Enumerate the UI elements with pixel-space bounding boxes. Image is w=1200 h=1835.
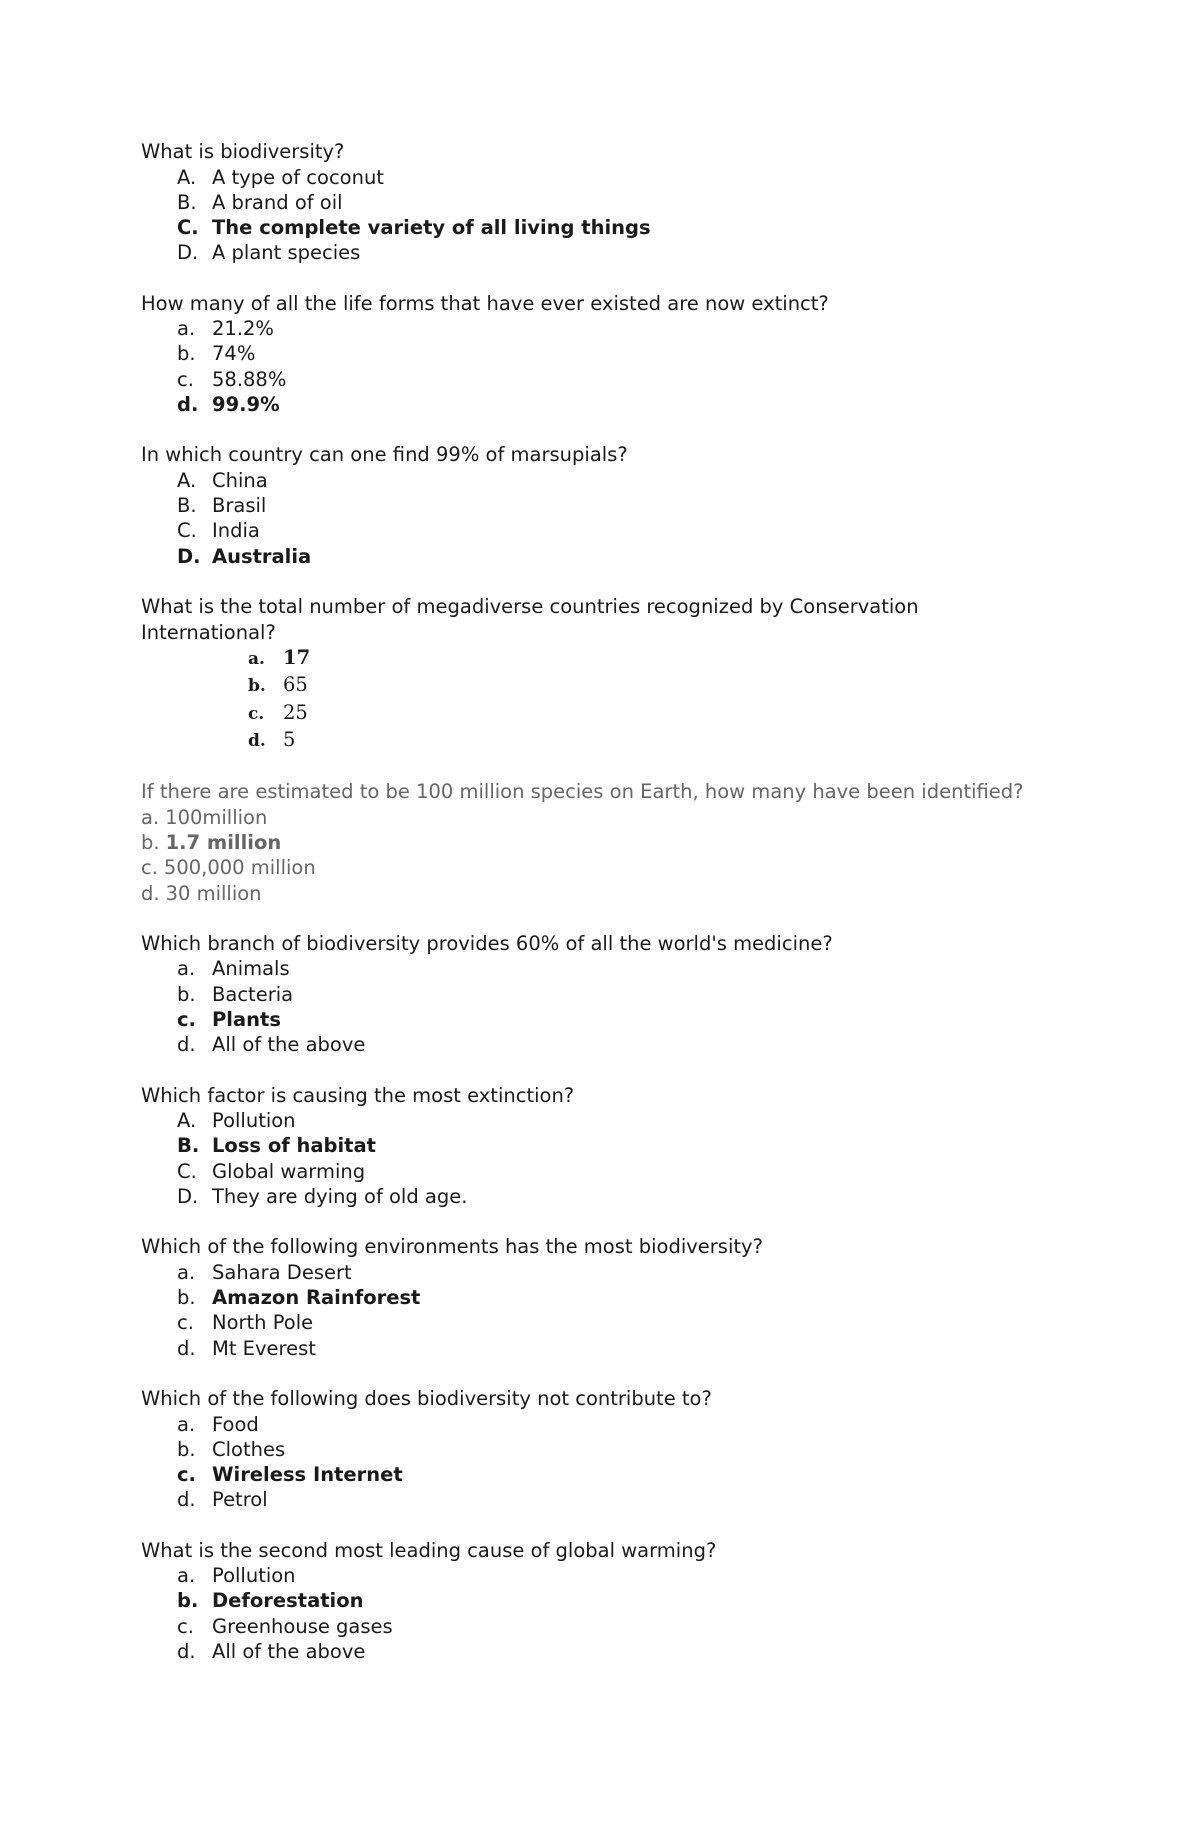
option-d: [141, 1336, 1041, 1361]
option-d: [141, 240, 1041, 265]
option-letter: b.: [177, 1286, 196, 1310]
question-text: How many of all the life forms that have ever existed are now extinct?: [141, 291, 829, 315]
option-text: A plant species: [212, 241, 361, 265]
question-3: [141, 442, 1041, 569]
option-d: [141, 1639, 1041, 1664]
question-5: [141, 779, 1041, 906]
option-letter: d.: [177, 393, 199, 417]
option-letter: d.: [177, 1488, 196, 1512]
question-text: What is biodiversity?: [141, 140, 345, 163]
option-list: [141, 1563, 1041, 1664]
question-6: [141, 931, 1041, 1058]
option-letter: C.: [177, 216, 199, 240]
option-c-correct: [141, 1007, 1041, 1032]
option-text: Food: [212, 1412, 259, 1436]
option-text: 500,000 million: [163, 856, 316, 880]
option-text: 58.88%: [212, 367, 287, 391]
option-letter: C.: [177, 1159, 197, 1183]
option-text: The complete variety of all living things: [212, 216, 651, 240]
option-text: A type of coconut: [212, 165, 384, 189]
option-text: China: [212, 468, 268, 492]
option-letter: a.: [177, 1260, 196, 1284]
option-b: [141, 672, 1041, 699]
question-text: Which factor is causing the most extinction?: [141, 1083, 575, 1107]
question-7: [141, 1083, 1041, 1210]
option-text: Deforestation: [212, 1589, 364, 1613]
option-letter: d.: [141, 881, 160, 905]
question-text: Which of the following does biodiversity not contribute to?: [141, 1387, 712, 1410]
option-text: All of the above: [212, 1640, 366, 1664]
option-letter: D.: [177, 241, 199, 265]
question-text: What is the total number of megadiverse countries recognized by Conservation International?: [141, 595, 919, 644]
question-1: [141, 139, 1041, 266]
option-letter: B.: [177, 1134, 200, 1158]
quiz-document: [141, 139, 1041, 1689]
option-list: [141, 1108, 1041, 1209]
option-c: [141, 855, 1041, 880]
option-text: 25: [283, 700, 308, 724]
option-text: Pollution: [212, 1109, 296, 1133]
option-letter: a.: [141, 805, 160, 829]
question-text: Which branch of biodiversity provides 60% of all the world's medicine?: [141, 931, 833, 955]
option-list: [141, 316, 1041, 417]
option-letter: D.: [177, 544, 201, 568]
option-letter: c.: [248, 703, 265, 724]
option-letter: a.: [248, 649, 265, 670]
option-list: [141, 645, 1041, 754]
option-list: [141, 468, 1041, 569]
option-b: [141, 982, 1041, 1007]
option-c: [141, 1310, 1041, 1335]
option-letter: d.: [177, 1033, 196, 1057]
option-text: All of the above: [212, 1033, 366, 1057]
option-letter: b.: [141, 831, 160, 855]
option-text: Clothes: [212, 1437, 286, 1461]
option-text: India: [212, 519, 260, 543]
option-a: [141, 468, 1041, 493]
option-d-correct: [141, 392, 1041, 417]
option-letter: a.: [177, 957, 196, 981]
option-letter: d.: [248, 730, 266, 751]
option-letter: D.: [177, 1185, 199, 1209]
question-9: [141, 1386, 1041, 1513]
option-letter: B.: [177, 190, 197, 214]
option-b: [141, 190, 1041, 215]
option-letter: A.: [177, 165, 197, 189]
option-letter: c.: [177, 1614, 194, 1638]
option-d: [141, 1032, 1041, 1057]
option-text: 30 million: [165, 881, 262, 905]
option-text: Australia: [212, 544, 312, 568]
option-c: [141, 1159, 1041, 1184]
option-letter: b.: [177, 1589, 199, 1613]
option-text: Greenhouse gases: [212, 1614, 393, 1638]
option-text: 100million: [165, 805, 268, 829]
option-text: 99.9%: [212, 393, 280, 417]
option-letter: a.: [177, 317, 196, 341]
question-8: [141, 1234, 1041, 1361]
option-text: 65: [283, 673, 308, 697]
option-letter: b.: [177, 342, 196, 366]
option-letter: c.: [177, 1008, 196, 1032]
option-c: [141, 1614, 1041, 1639]
option-c-correct: [141, 215, 1041, 240]
option-text: Animals: [212, 957, 290, 981]
option-c: [141, 518, 1041, 543]
option-text: Amazon Rainforest: [212, 1286, 421, 1310]
option-list: [141, 1412, 1041, 1513]
option-text: Pollution: [212, 1564, 296, 1588]
question-text: If there are estimated to be 100 million species on Earth, how many have been identified?: [141, 780, 1024, 804]
option-b-correct: [141, 1588, 1041, 1613]
option-c: [141, 700, 1041, 727]
option-b: [141, 341, 1041, 366]
question-text: What is the second most leading cause of global warming?: [141, 1538, 717, 1562]
option-text: Wireless Internet: [212, 1463, 403, 1487]
option-c-correct: [141, 1462, 1041, 1487]
question-4: [141, 594, 1041, 754]
option-d-correct: [141, 544, 1041, 569]
question-text: Which of the following environments has the most biodiversity?: [141, 1235, 763, 1259]
option-letter: A.: [177, 1109, 197, 1133]
option-d: [141, 1184, 1041, 1209]
option-text: 5: [283, 727, 296, 751]
option-letter: a.: [177, 1412, 196, 1436]
question-10: [141, 1538, 1041, 1665]
option-a-correct: [141, 645, 1041, 672]
option-letter: c.: [177, 367, 194, 391]
option-b-correct: [141, 830, 1041, 855]
option-d: [141, 881, 1041, 906]
option-letter: c.: [141, 856, 158, 880]
option-letter: d.: [177, 1640, 196, 1664]
option-list: [141, 956, 1041, 1057]
option-a: [141, 1412, 1041, 1437]
question-text: In which country can one find 99% of marsupials?: [141, 443, 628, 467]
option-text: Sahara Desert: [212, 1260, 352, 1284]
option-d: [141, 1487, 1041, 1512]
option-letter: B.: [177, 494, 197, 518]
option-letter: a.: [177, 1564, 196, 1588]
option-a: [141, 956, 1041, 981]
option-text: Loss of habitat: [212, 1134, 376, 1158]
option-text: They are dying of old age.: [212, 1185, 468, 1209]
option-text: 1.7 million: [165, 831, 282, 855]
option-text: A brand of oil: [212, 190, 343, 214]
option-letter: b.: [248, 676, 266, 697]
option-b: [141, 1437, 1041, 1462]
option-text: Petrol: [212, 1488, 268, 1512]
option-text: Plants: [212, 1008, 281, 1032]
option-list: [141, 805, 1041, 906]
option-text: Bacteria: [212, 982, 294, 1006]
option-a: [141, 805, 1041, 830]
option-a: [141, 316, 1041, 341]
option-letter: A.: [177, 468, 197, 492]
option-text: Global warming: [212, 1159, 366, 1183]
option-letter: b.: [177, 1437, 196, 1461]
option-text: 17: [283, 646, 311, 670]
option-a: [141, 1108, 1041, 1133]
option-list: [141, 165, 1041, 266]
option-text: Mt Everest: [212, 1336, 316, 1360]
option-b-correct: [141, 1133, 1041, 1158]
option-b-correct: [141, 1285, 1041, 1310]
option-a: [141, 165, 1041, 190]
option-letter: c.: [177, 1311, 194, 1335]
option-text: 74%: [212, 342, 256, 366]
option-c: [141, 367, 1041, 392]
option-text: Brasil: [212, 494, 267, 518]
option-letter: d.: [177, 1336, 196, 1360]
option-letter: C.: [177, 519, 197, 543]
option-d: [141, 727, 1041, 754]
option-text: North Pole: [212, 1311, 314, 1335]
option-a: [141, 1260, 1041, 1285]
option-a: [141, 1563, 1041, 1588]
option-list: [141, 1260, 1041, 1361]
question-2: [141, 291, 1041, 418]
option-text: 21.2%: [212, 317, 274, 341]
option-letter: b.: [177, 982, 196, 1006]
option-letter: c.: [177, 1463, 196, 1487]
option-b: [141, 493, 1041, 518]
